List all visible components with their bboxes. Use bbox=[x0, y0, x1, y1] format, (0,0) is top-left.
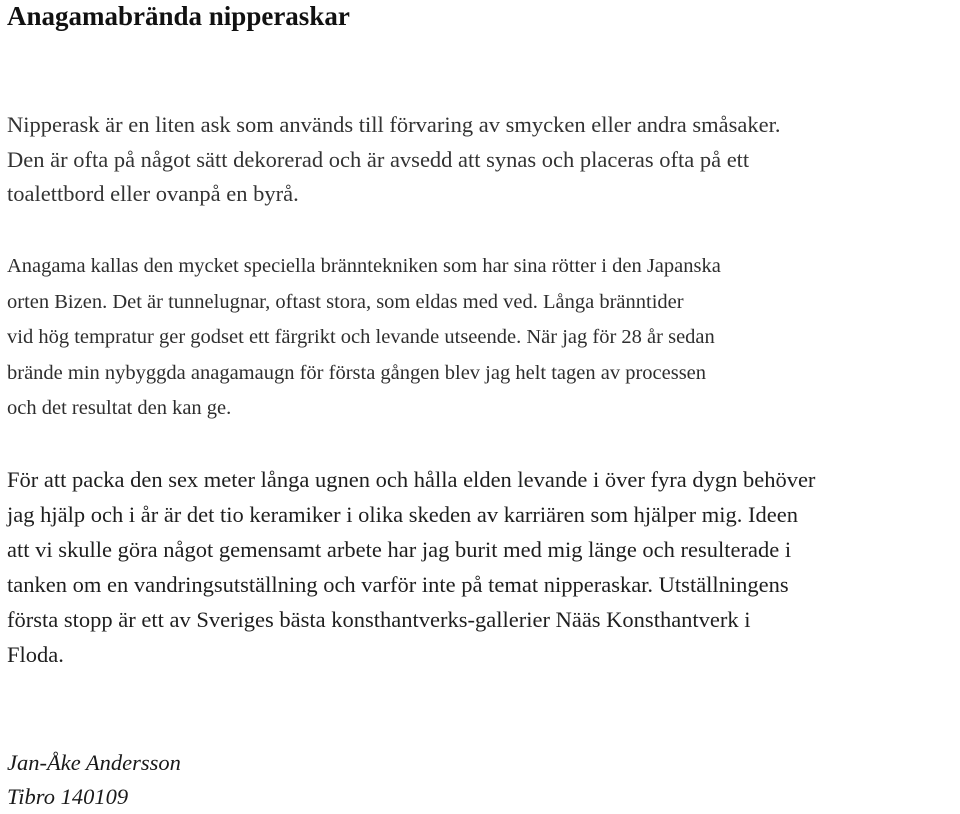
document-title: Anagamabrända nipperaskar bbox=[7, 1, 350, 31]
signature-place-date: Tibro 140109 bbox=[7, 784, 129, 809]
paragraph-intro bbox=[7, 108, 781, 212]
text-line: orten Bizen. Det är tunnelugnar, oftast stora, som eldas med ved. Långa bränntider bbox=[7, 290, 684, 313]
text-line: att vi skulle göra något gemensamt arbete har jag burit med mig länge och resulterade i bbox=[7, 537, 792, 562]
text-line: brände min nybyggda anagamaugn för första gången blev jag helt tagen av processen bbox=[7, 361, 707, 384]
text-line: Den är ofta på något sätt dekorerad och är avsedd att synas och placeras ofta på ett bbox=[7, 146, 750, 172]
text-line: första stopp är ett av Sveriges bästa konsthantverks-gallerier Nääs Konsthantverk i bbox=[7, 607, 751, 632]
text-line: toalettbord eller ovanpå en byrå. bbox=[7, 181, 299, 206]
text-line: jag hjälp och i år är det tio keramiker i olika skeden av karriären som hjälper mig. Ideen bbox=[7, 502, 798, 527]
paragraph-anagama bbox=[7, 249, 721, 427]
text-line: tanken om en vandringsutställning och varför inte på temat nipperaskar. Utställningens bbox=[7, 572, 789, 597]
paragraph-exhibition bbox=[7, 462, 815, 672]
text-line: Nipperask är en liten ask som används till förvaring av smycken eller andra småsaker. bbox=[7, 112, 781, 137]
text-line: vid hög tempratur ger godset ett färgrikt och levande utseende. När jag för 28 år sedan bbox=[7, 326, 715, 348]
text-line: För att packa den sex meter långa ugnen och hålla elden levande i över fyra dygn behöver bbox=[7, 467, 816, 492]
text-line: Anagama kallas den mycket speciella bränntekniken som har sina rötter i den Japanska bbox=[7, 255, 721, 277]
text-line: och det resultat den kan ge. bbox=[7, 397, 232, 419]
signature-name: Jan-Åke Andersson bbox=[7, 750, 181, 775]
document-page bbox=[7, 0, 955, 808]
text-line: Floda. bbox=[7, 642, 64, 667]
